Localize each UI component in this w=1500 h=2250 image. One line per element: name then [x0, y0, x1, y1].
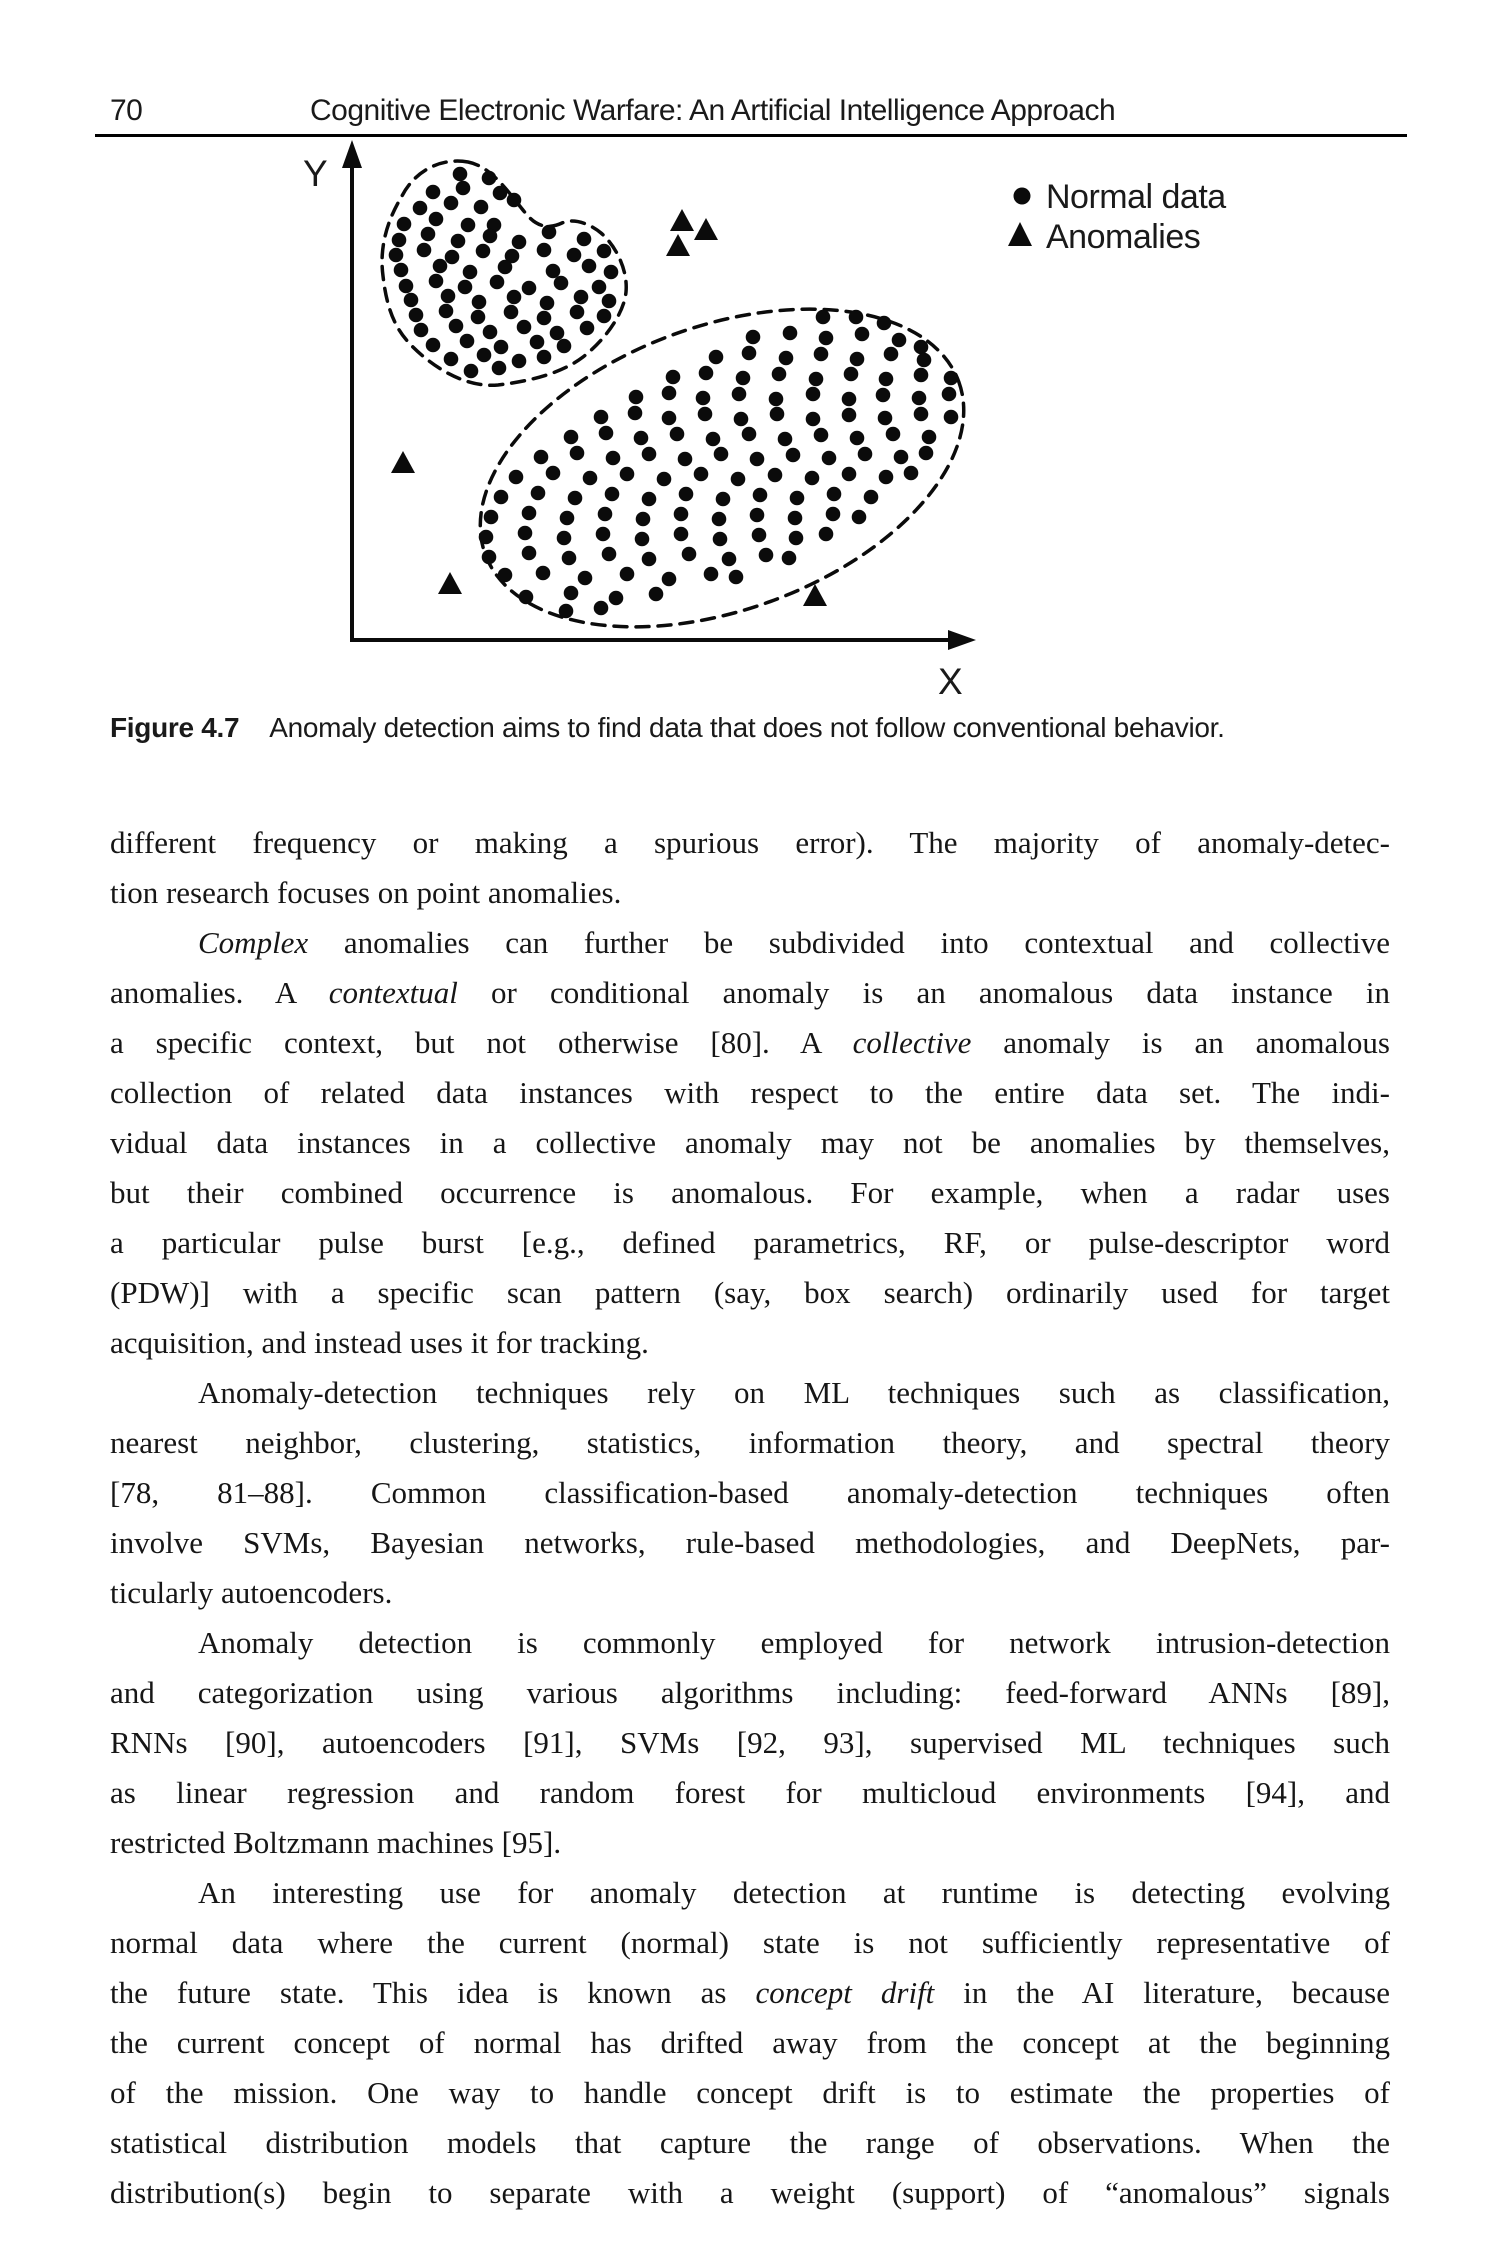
y-axis-arrow-icon: [342, 140, 362, 168]
normal-data-point: [433, 259, 448, 274]
body-line: (PDW)] with a specific scan pattern (say, box search) ordinarily used for target: [110, 1275, 1390, 1310]
legend-normal-label: Normal data: [1046, 178, 1226, 216]
normal-data-point: [568, 491, 583, 506]
normal-data-point: [842, 392, 857, 407]
normal-data-point: [790, 491, 805, 506]
normal-data-point: [417, 243, 432, 258]
normal-data-point: [662, 572, 677, 587]
normal-data-point: [850, 431, 865, 446]
normal-data-point: [912, 391, 927, 406]
normal-data-point: [574, 290, 589, 305]
normal-data-point: [477, 348, 492, 363]
normal-data-point: [850, 352, 865, 367]
normal-data-point: [518, 526, 533, 541]
chart-legend: [1008, 178, 1226, 256]
normal-data-point: [389, 248, 404, 263]
normal-data-point: [461, 218, 476, 233]
normal-data-point: [729, 570, 744, 585]
normal-data-point: [482, 171, 497, 186]
normal-data-point: [753, 488, 768, 503]
normal-data-point: [814, 347, 829, 362]
body-line: acquisition, and instead uses it for tracking.: [110, 1325, 649, 1360]
anomaly-point: [391, 451, 415, 473]
normal-data-point: [731, 472, 746, 487]
normal-data-point: [879, 470, 894, 485]
normal-data-point: [878, 411, 893, 426]
normal-data-point: [606, 451, 621, 466]
normal-data-point: [786, 448, 801, 463]
anomaly-point: [438, 572, 462, 594]
normal-data-point: [413, 201, 428, 216]
y-axis-label: Y: [303, 153, 328, 194]
normal-data-point: [522, 506, 537, 521]
normal-data-point: [479, 530, 494, 545]
normal-data-point: [564, 586, 579, 601]
anomaly-point: [670, 209, 694, 231]
normal-data-point: [397, 217, 412, 232]
normal-data-point: [629, 390, 644, 405]
normal-data-point: [559, 604, 574, 619]
normal-data-point: [696, 391, 711, 406]
figure-caption: [110, 712, 1400, 744]
normal-data-point: [752, 528, 767, 543]
normal-data-point: [498, 260, 513, 275]
body-line: anomalies. A contextual or conditional anomaly is an anomalous data instance in: [110, 975, 1390, 1010]
normal-data-point: [451, 234, 466, 249]
normal-data-point: [507, 290, 522, 305]
normal-data-point: [849, 310, 864, 325]
normal-data-point: [662, 411, 677, 426]
normal-data-point: [759, 548, 774, 563]
normal-data-point: [877, 316, 892, 331]
normal-data-point: [540, 296, 555, 311]
normal-data-point: [519, 590, 534, 605]
normal-data-point: [709, 350, 724, 365]
normal-data-point: [596, 527, 611, 542]
normal-data-point: [742, 346, 757, 361]
body-line: normal data where the current (normal) state is not sufficiently representative of: [110, 1925, 1390, 1960]
normal-data-point: [537, 350, 552, 365]
normal-data-point: [592, 280, 607, 295]
body-line: Complex anomalies can further be subdivided into contextual and collective: [198, 925, 1390, 960]
normal-data-point: [742, 427, 757, 442]
normal-data-point: [819, 527, 834, 542]
normal-data-point: [460, 334, 475, 349]
normal-data-point: [494, 340, 509, 355]
legend-normal-marker-icon: [1014, 188, 1031, 205]
normal-data-point: [570, 446, 585, 461]
normal-data-point: [917, 353, 932, 368]
legend-anomaly-label: Anomalies: [1046, 218, 1201, 256]
running-title: Cognitive Electronic Warfare: An Artificial Intelligence Approach: [310, 94, 1116, 127]
normal-data-point: [699, 366, 714, 381]
normal-data-point: [463, 265, 478, 280]
normal-data-point: [634, 431, 649, 446]
normal-data-point: [421, 227, 436, 242]
normal-data-point: [494, 490, 509, 505]
normal-data-point: [492, 361, 507, 376]
normal-data-point: [472, 295, 487, 310]
normal-data-point: [577, 232, 592, 247]
normal-data-point: [750, 452, 765, 467]
normal-data-point: [456, 181, 471, 196]
normal-data-point: [814, 428, 829, 443]
normal-data-point: [879, 372, 894, 387]
normal-data-point: [642, 492, 657, 507]
normal-data-point: [517, 320, 532, 335]
normal-data-point: [732, 387, 747, 402]
body-line: a specific context, but not otherwise [80]. A collective anomaly is an anomalous: [110, 1025, 1390, 1060]
normal-data-point: [522, 281, 537, 296]
normal-data-dots: [389, 167, 959, 619]
body-line: of the mission. One way to handle concept drift is to estimate the properties of: [110, 2075, 1390, 2110]
normal-data-point: [444, 196, 459, 211]
normal-data-point: [493, 186, 508, 201]
normal-data-point: [876, 388, 891, 403]
normal-data-point: [429, 274, 444, 289]
normal-data-point: [713, 532, 728, 547]
normal-data-point: [537, 311, 552, 326]
normal-data-point: [620, 467, 635, 482]
normal-data-point: [809, 372, 824, 387]
normal-data-point: [536, 566, 551, 581]
normal-data-point: [449, 319, 464, 334]
normal-data-point: [537, 243, 552, 258]
normal-data-point: [560, 511, 575, 526]
normal-data-point: [484, 510, 499, 525]
body-line: Anomaly detection is commonly employed for network intrusion-detection: [198, 1625, 1390, 1660]
normal-data-point: [788, 511, 803, 526]
normal-data-point: [444, 352, 459, 367]
normal-data-point: [534, 450, 549, 465]
normal-data-point: [409, 308, 424, 323]
normal-data-point: [864, 490, 879, 505]
normal-data-point: [522, 546, 537, 561]
normal-data-point: [789, 531, 804, 546]
normal-data-point: [904, 466, 919, 481]
normal-data-point: [922, 430, 937, 445]
normal-data-point: [546, 264, 561, 279]
normal-data-point: [778, 432, 793, 447]
normal-data-point: [712, 512, 727, 527]
normal-data-point: [944, 371, 959, 386]
normal-data-point: [504, 305, 519, 320]
normal-data-point: [597, 244, 612, 259]
normal-data-point: [779, 351, 794, 366]
body-line: the current concept of normal has drifted away from the concept at the beginning: [110, 2025, 1390, 2060]
normal-data-point: [714, 447, 729, 462]
normal-data-point: [944, 410, 959, 425]
normal-data-point: [570, 305, 585, 320]
anomaly-point: [694, 218, 718, 240]
normal-data-point: [674, 507, 689, 522]
normal-data-point: [722, 552, 737, 567]
normal-data-point: [942, 387, 957, 402]
normal-data-point: [404, 293, 419, 308]
normal-data-point: [583, 471, 598, 486]
normal-data-point: [426, 338, 441, 353]
normal-data-point: [770, 407, 785, 422]
body-line: involve SVMs, Bayesian networks, rule-based methodologies, and DeepNets, par-: [110, 1525, 1390, 1560]
normal-data-point: [806, 412, 821, 427]
normal-data-point: [694, 467, 709, 482]
normal-data-point: [392, 233, 407, 248]
normal-data-point: [578, 571, 593, 586]
normal-data-point: [894, 450, 909, 465]
normal-data-point: [531, 486, 546, 501]
normal-data-point: [471, 310, 486, 325]
normal-data-point: [445, 250, 460, 265]
normal-data-point: [546, 466, 561, 481]
body-line: as linear regression and random forest for multicloud environments [94], and: [110, 1775, 1390, 1810]
normal-data-point: [620, 567, 635, 582]
normal-data-point: [914, 340, 929, 355]
normal-data-point: [635, 532, 650, 547]
normal-data-point: [458, 280, 473, 295]
normal-data-point: [674, 527, 689, 542]
body-line: Anomaly-detection techniques rely on ML techniques such as classification,: [198, 1375, 1390, 1410]
body-line: statistical distribution models that capture the range of observations. When the: [110, 2125, 1390, 2160]
normal-data-point: [636, 512, 651, 527]
normal-data-point: [842, 408, 857, 423]
normal-data-point: [886, 427, 901, 442]
normal-data-point: [670, 427, 685, 442]
normal-data-point: [736, 371, 751, 386]
normal-data-point: [464, 364, 479, 379]
normal-data-point: [892, 333, 907, 348]
normal-data-point: [414, 323, 429, 338]
normal-data-point: [884, 347, 899, 362]
normal-data-point: [679, 487, 694, 502]
figure-caption-label: Figure 4.7: [110, 712, 240, 743]
normal-data-point: [649, 587, 664, 602]
normal-data-point: [594, 410, 609, 425]
legend-anomaly-marker-icon: [1008, 222, 1032, 246]
normal-data-point: [666, 370, 681, 385]
normal-data-point: [602, 294, 617, 309]
normal-data-point: [826, 507, 841, 522]
body-line: An interesting use for anomaly detection at runtime is detecting evolving: [198, 1875, 1390, 1910]
anomaly-point: [666, 234, 690, 256]
normal-data-point: [476, 244, 491, 259]
body-line: [78, 81–88]. Common classification-based anomaly-detection techniques often: [110, 1475, 1390, 1510]
normal-data-point: [602, 547, 617, 562]
normal-data-point: [642, 447, 657, 462]
normal-data-point: [783, 326, 798, 341]
normal-data-point: [426, 185, 441, 200]
normal-data-point: [657, 472, 672, 487]
normal-data-point: [490, 275, 505, 290]
normal-data-point: [842, 467, 857, 482]
normal-data-point: [597, 309, 612, 324]
figure-caption-text: Anomaly detection aims to find data that does not follow conventional behavior.: [269, 712, 1225, 743]
normal-data-point: [507, 193, 522, 208]
body-line: distribution(s) begin to separate with a weight (support) of “anomalous” signals: [110, 2175, 1390, 2210]
normal-data-point: [914, 407, 929, 422]
normal-data-point: [582, 259, 597, 274]
x-axis-label: X: [938, 661, 963, 702]
normal-data-point: [662, 386, 677, 401]
normal-data-point: [844, 367, 859, 382]
normal-data-point: [550, 326, 565, 341]
normal-data-point: [599, 426, 614, 441]
normal-data-point: [768, 468, 783, 483]
normal-data-point: [557, 339, 572, 354]
normal-data-point: [769, 392, 784, 407]
normal-data-point: [819, 331, 834, 346]
normal-data-point: [483, 229, 498, 244]
normal-data-point: [746, 330, 761, 345]
normal-data-point: [554, 276, 569, 291]
normal-data-point: [678, 452, 693, 467]
body-line: different frequency or making a spurious error). The majority of anomaly-detec-: [110, 825, 1390, 860]
normal-data-point: [580, 321, 595, 336]
normal-data-point: [914, 368, 929, 383]
cluster-outlines: [382, 161, 1007, 688]
body-line: but their combined occurrence is anomalous. For example, when a radar uses: [110, 1175, 1390, 1210]
normal-data-point: [852, 510, 867, 525]
normal-data-point: [716, 492, 731, 507]
cluster-2-outline: [437, 248, 1008, 687]
x-axis-arrow-icon: [948, 630, 976, 650]
normal-data-point: [822, 451, 837, 466]
normal-data-point: [605, 487, 620, 502]
normal-data-point: [604, 265, 619, 280]
normal-data-point: [772, 367, 787, 382]
normal-data-point: [564, 430, 579, 445]
normal-data-point: [542, 225, 557, 240]
normal-data-point: [512, 354, 527, 369]
normal-data-point: [453, 167, 468, 182]
normal-data-point: [628, 406, 643, 421]
normal-data-point: [441, 289, 456, 304]
body-line: the future state. This idea is known as concept drift in the AI literature, because: [110, 1975, 1390, 2010]
normal-data-point: [704, 567, 719, 582]
normal-data-point: [429, 212, 444, 227]
normal-data-point: [399, 279, 414, 294]
normal-data-point: [562, 551, 577, 566]
normal-data-point: [557, 531, 572, 546]
normal-data-point: [827, 487, 842, 502]
body-line: RNNs [90], autoencoders [91], SVMs [92, 93], supervised ML techniques such: [110, 1725, 1390, 1760]
normal-data-point: [855, 327, 870, 342]
normal-data-point: [394, 263, 409, 278]
body-text: [110, 818, 1390, 2218]
normal-data-point: [805, 471, 820, 486]
normal-data-point: [734, 412, 749, 427]
normal-data-point: [806, 387, 821, 402]
normal-data-point: [750, 508, 765, 523]
normal-data-point: [483, 325, 498, 340]
page-number: 70: [110, 94, 143, 127]
normal-data-point: [509, 470, 524, 485]
normal-data-point: [439, 304, 454, 319]
normal-data-point: [512, 235, 527, 250]
normal-data-point: [474, 200, 489, 215]
normal-data-point: [816, 310, 831, 325]
normal-data-point: [706, 432, 721, 447]
body-line: nearest neighbor, clustering, statistics, information theory, and spectral theory: [110, 1425, 1390, 1460]
normal-data-point: [682, 547, 697, 562]
normal-data-point: [498, 568, 513, 583]
normal-data-point: [530, 335, 545, 350]
normal-data-point: [594, 601, 609, 616]
normal-data-point: [782, 551, 797, 566]
body-line: vidual data instances in a collective anomaly may not be anomalies by themselves,: [110, 1125, 1390, 1160]
normal-data-point: [858, 447, 873, 462]
normal-data-point: [642, 552, 657, 567]
normal-data-point: [567, 248, 582, 263]
body-line: tion research focuses on point anomalies.: [110, 875, 622, 910]
normal-data-point: [698, 407, 713, 422]
normal-data-point: [598, 507, 613, 522]
normal-data-point: [609, 591, 624, 606]
body-line: collection of related data instances with respect to the entire data set. The indi-: [110, 1075, 1390, 1110]
body-line: ticularly autoencoders.: [110, 1575, 393, 1610]
figure-4-7-chart: [0, 100, 1500, 720]
body-line: and categorization using various algorithms including: feed-forward ANNs [89],: [110, 1675, 1390, 1710]
body-line: a particular pulse burst [e.g., defined parametrics, RF, or pulse-descriptor word: [110, 1225, 1390, 1260]
normal-data-point: [482, 550, 497, 565]
normal-data-point: [919, 446, 934, 461]
body-line: restricted Boltzmann machines [95].: [110, 1825, 562, 1860]
